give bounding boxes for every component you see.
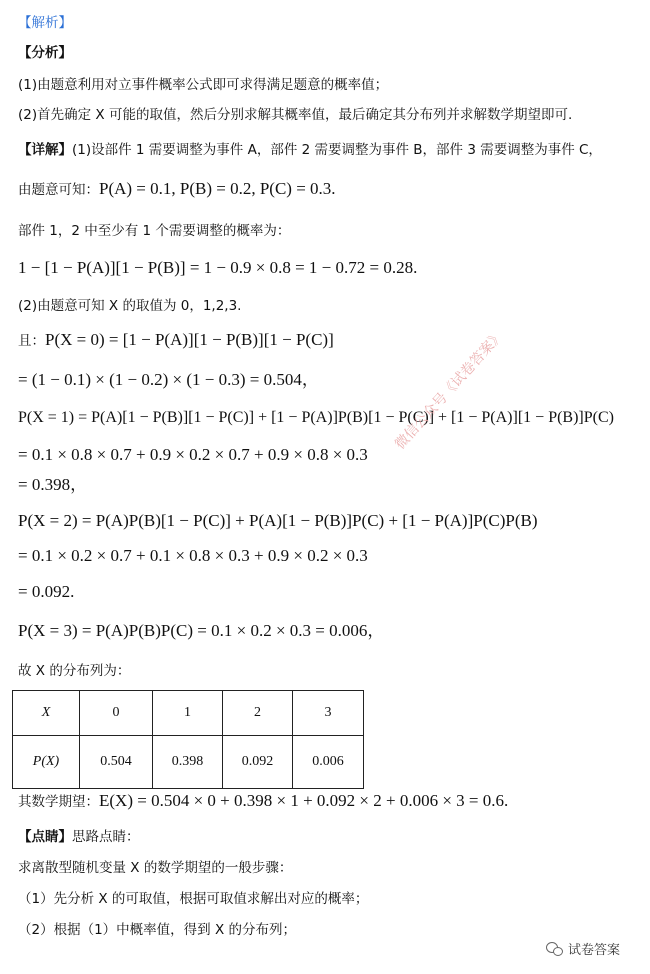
- given-math: P(A) = 0.1, P(B) = 0.2, P(C) = 0.3.: [99, 179, 336, 198]
- table-cell: 0.504: [80, 736, 153, 789]
- dianjing-line-3: （2）根据（1）中概率值，得到 X 的分布列；: [18, 922, 297, 938]
- table-row: [13, 691, 364, 736]
- table-cell: 0.006: [293, 736, 364, 789]
- part2-text: (2)由题意可知 X 的取值为 0，1,2,3.: [18, 298, 242, 314]
- given-line: [18, 180, 336, 199]
- dianjing-line-2: （1）先分析 X 的可取值，根据可取值求解出对应的概率；: [18, 891, 369, 907]
- table-cell: 3: [293, 691, 364, 736]
- px2-value: = 0.092.: [18, 582, 75, 601]
- brand-logo-text: 试卷答案: [568, 943, 621, 958]
- table-cell: 0.092: [223, 736, 293, 789]
- table-cell: 0: [80, 691, 153, 736]
- table-cell: 2: [223, 691, 293, 736]
- analysis-line-2: (2)首先确定 X 可能的取值，然后分别求解其概率值，最后确定其分布列并求解数学期望即可.: [18, 107, 573, 123]
- distribution-intro: 故 X 的分布列为：: [18, 663, 131, 679]
- section-tag-fenxi: 【分析】: [18, 45, 72, 61]
- table-cell: X: [13, 691, 80, 736]
- detail-intro-text: (1)设部件 1 需要调整为事件 A，部件 2 需要调整为事件 B，部件 3 需要调整为事件 C，: [72, 142, 602, 158]
- dianjing-title: 思路点睛：: [72, 829, 140, 845]
- px2-formula: P(X = 2) = P(A)P(B)[1 − P(C)] + P(A)[1 − P(B)]P(C) + [1 − P(A)]P(C)P(B): [18, 511, 538, 530]
- px0-formula: P(X = 0) = [1 − P(A)][1 − P(B)][1 − P(C)]: [45, 330, 334, 349]
- dianjing-line-1: 求离散型随机变量 X 的数学期望的一般步骤：: [18, 860, 293, 876]
- px2-calc: = 0.1 × 0.2 × 0.7 + 0.1 × 0.8 × 0.3 + 0.9 × 0.2 × 0.3: [18, 546, 368, 565]
- px0-line: [18, 331, 334, 350]
- section-tag-xiangjie: 【详解】: [18, 142, 72, 158]
- px1-calc: = 0.1 × 0.8 × 0.7 + 0.9 × 0.2 × 0.7 + 0.9 × 0.8 × 0.3: [18, 445, 368, 464]
- analysis-line-1: (1)由题意利用对立事件概率公式即可求得满足题意的概率值；: [18, 77, 389, 93]
- given-prefix: 由题意可知：: [18, 182, 99, 198]
- table-cell: 1: [153, 691, 223, 736]
- expectation-line: [18, 792, 508, 811]
- px1-value: = 0.398，: [18, 475, 88, 494]
- distribution-table: [12, 690, 364, 789]
- watermark: 微信公众号《试卷答案》: [392, 327, 508, 453]
- qie-label: 且：: [18, 333, 45, 349]
- detail-intro-line: [18, 141, 602, 159]
- section-tag-jiexi: 【解析】: [18, 15, 72, 31]
- atleast-math: 1 − [1 − P(A)][1 − P(B)] = 1 − 0.9 × 0.8 = 1 − 0.72 = 0.28.: [18, 258, 418, 277]
- atleast-text: 部件 1，2 中至少有 1 个需要调整的概率为：: [18, 223, 291, 239]
- px3-formula: P(X = 3) = P(A)P(B)P(C) = 0.1 × 0.2 × 0.3 = 0.006，: [18, 621, 385, 640]
- px0-calc: = (1 − 0.1) × (1 − 0.2) × (1 − 0.3) = 0.504，: [18, 370, 319, 389]
- brand-logo: [546, 939, 620, 958]
- px1-formula: P(X = 1) = P(A)[1 − P(B)][1 − P(C)] + [1 − P(A)]P(B)[1 − P(C)] + [1 − P(A)][1 − P(B)]P(C): [18, 409, 614, 426]
- table-cell: P(X): [13, 736, 80, 789]
- table-cell: 0.398: [153, 736, 223, 789]
- table-row: [13, 736, 364, 789]
- wechat-icon: [546, 942, 564, 956]
- expectation-prefix: 其数学期望：: [18, 794, 99, 810]
- section-tag-dianjing: 【点睛】: [18, 829, 72, 845]
- dianjing-line: [18, 828, 140, 846]
- expectation-math: E(X) = 0.504 × 0 + 0.398 × 1 + 0.092 × 2 + 0.006 × 3 = 0.6.: [99, 791, 509, 810]
